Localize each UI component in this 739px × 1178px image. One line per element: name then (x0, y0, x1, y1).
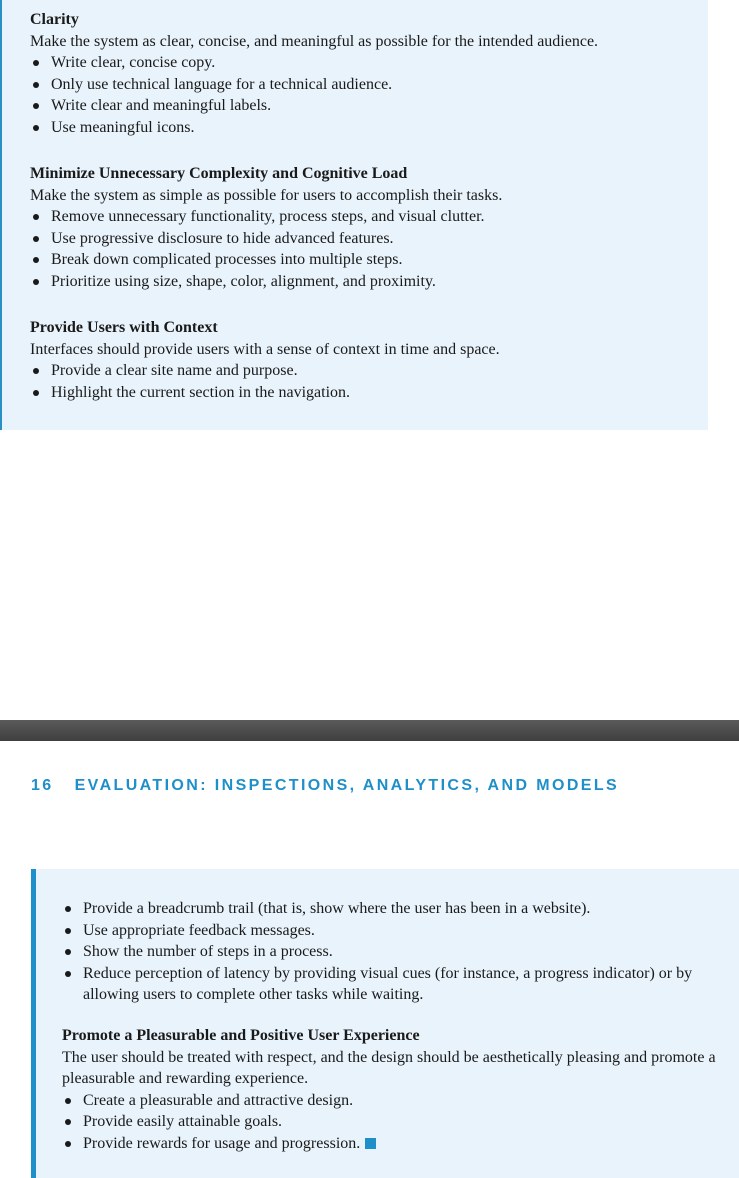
context-section (30, 317, 700, 403)
clarity-text: Make the system as clear, concise, and meaningful as possible for the intended audience. (30, 32, 599, 50)
bullet-icon (33, 368, 39, 374)
bullet-icon (65, 928, 71, 934)
list-item: Write clear and meaningful labels. (30, 95, 700, 117)
list-item: Write clear, concise copy. (30, 52, 700, 74)
list-item: Provide a breadcrumb trail (that is, show where the user has been in a website). (62, 898, 722, 920)
page-break-divider (0, 720, 739, 741)
bullet-icon (65, 949, 71, 955)
chapter-title: EVALUATION: INSPECTIONS, ANALYTICS, AND MODELS (74, 777, 620, 794)
list-item: Show the number of steps in a process. (62, 941, 722, 963)
list-item: Remove unnecessary functionality, process steps, and visual clutter. (30, 206, 700, 228)
pleasurable-list (62, 1090, 722, 1155)
context-heading: Provide Users with Context (30, 319, 218, 336)
bullet-icon (65, 1119, 71, 1125)
list-item: Provide rewards for usage and progression. (62, 1133, 722, 1155)
context-list (30, 360, 700, 403)
list-item: Reduce perception of latency by providing visual cues (for instance, a progress indicator) or by allowing users to complete other tasks while waiting. (62, 963, 722, 1006)
clarity-heading: Clarity (30, 11, 79, 28)
page-number: 16 (31, 777, 54, 794)
pleasurable-section (62, 1025, 722, 1154)
end-of-section-square-icon (365, 1138, 376, 1149)
list-item: Highlight the current section in the navigation. (30, 382, 700, 404)
list-item: Break down complicated processes into multiple steps. (30, 249, 700, 271)
complexity-section (30, 163, 700, 292)
list-item: Use appropriate feedback messages. (62, 920, 722, 942)
bullet-icon (33, 103, 39, 109)
bullet-icon (33, 82, 39, 88)
running-head (31, 777, 619, 795)
bullet-icon (65, 1098, 71, 1104)
list-item: Only use technical language for a technical audience. (30, 74, 700, 96)
pleasurable-text: The user should be treated with respect, and the design should be aesthetically pleasing and promote a pleasurable and rewarding experience. (62, 1048, 716, 1087)
bullet-icon (65, 1141, 71, 1147)
list-item: Create a pleasurable and attractive design. (62, 1090, 722, 1112)
complexity-list (30, 206, 700, 292)
continued-list (62, 898, 722, 1006)
list-item: Provide easily attainable goals. (62, 1111, 722, 1133)
complexity-heading: Minimize Unnecessary Complexity and Cognitive Load (30, 165, 408, 182)
list-item: Prioritize using size, shape, color, alignment, and proximity. (30, 271, 700, 293)
bullet-icon (33, 279, 39, 285)
bullet-icon (33, 390, 39, 396)
bullet-icon (33, 257, 39, 263)
pleasurable-heading: Promote a Pleasurable and Positive User Experience (62, 1027, 420, 1044)
bullet-icon (33, 125, 39, 131)
list-item: Use meaningful icons. (30, 117, 700, 139)
list-item: Use progressive disclosure to hide advanced features. (30, 228, 700, 250)
bullet-icon (33, 214, 39, 220)
bullet-icon (65, 906, 71, 912)
clarity-list (30, 52, 700, 138)
continued-section (62, 898, 722, 1006)
list-item: Provide a clear site name and purpose. (30, 360, 700, 382)
bullet-icon (65, 971, 71, 977)
context-text: Interfaces should provide users with a sense of context in time and space. (30, 340, 500, 358)
complexity-text: Make the system as simple as possible for users to accomplish their tasks. (30, 186, 503, 204)
bullet-icon (33, 236, 39, 242)
bullet-icon (33, 60, 39, 66)
clarity-section (30, 9, 700, 138)
